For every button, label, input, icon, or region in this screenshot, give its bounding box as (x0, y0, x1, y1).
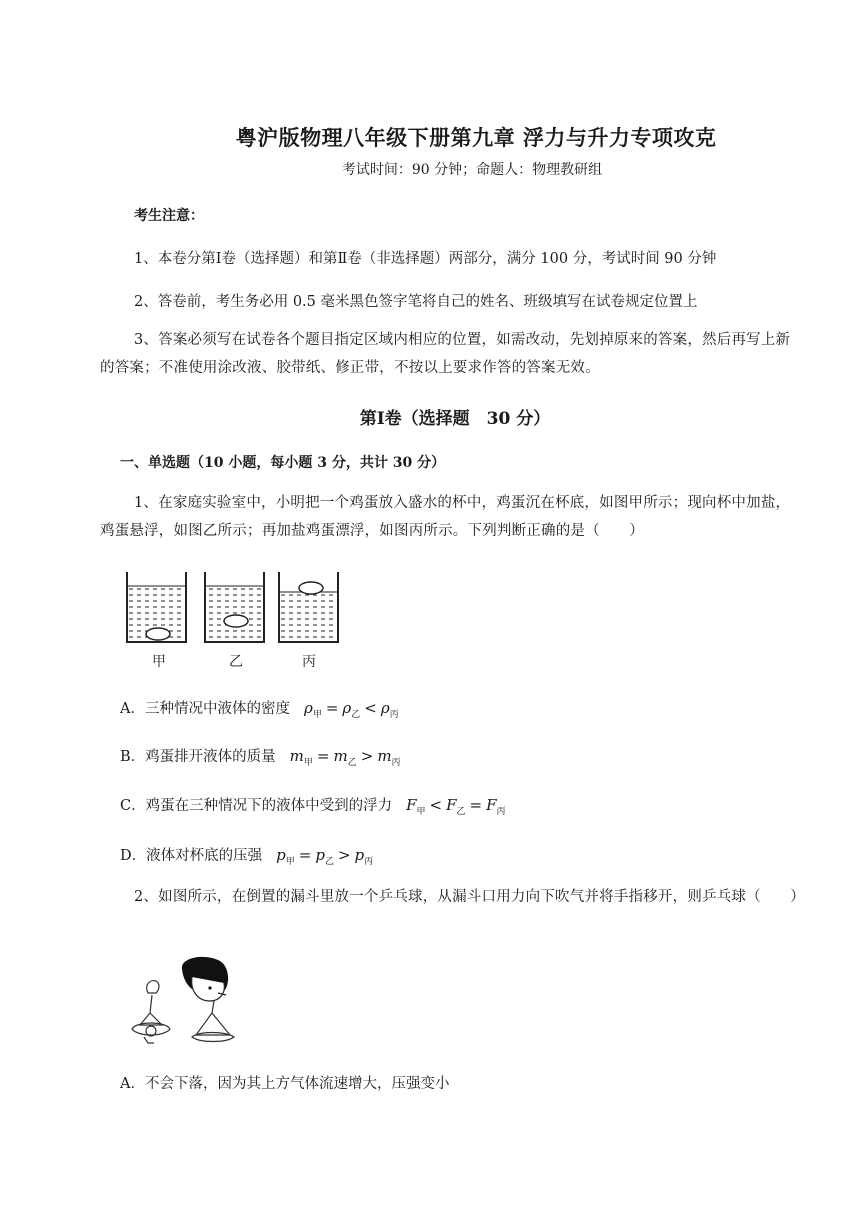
q2-option-a[interactable]: A．不会下落，因为其上方气体流速增大，压强变小 (120, 1076, 450, 1092)
question-1-figure (120, 568, 350, 673)
note-2: 2、答卷前，考生务必用 0.5 毫米黑色签字笔将自己的姓名、班级填写在试卷规定位置上 (134, 294, 698, 310)
exam-meta: 考试时间：90 分钟；命题人：物理教研组 (341, 162, 603, 178)
option-a[interactable]: A．三种情况中液体的密度 $\rho_甲 = \rho_乙 < \rho_丙$ (120, 699, 399, 720)
section-title: 第Ⅰ卷（选择题 30 分） (359, 409, 551, 429)
option-c[interactable]: C．鸡蛋在三种情况下的液体中受到的浮力 $F_甲 < F_乙 = F_丙$ (120, 796, 506, 817)
figure-label-yi: 乙 (229, 654, 243, 670)
notice-heading: 考生注意： (134, 208, 204, 224)
note-1: 1、本卷分第Ⅰ卷（选择题）和第Ⅱ卷（非选择题）两部分，满分 100 分，考试时间 90 分钟 (134, 251, 717, 267)
note-3: 3、答案必须写在试卷各个题目指定区域内相应的位置，如需改动，先划掉原来的答案，然后再写上新的答案；不准使用涂改液、胶带纸、修正带，不按以上要求作答的答案无效。 (100, 332, 791, 376)
hand-funnel-illustration (132, 981, 170, 1043)
option-c-formula: $F_甲 < F_乙 = F_丙$ (406, 796, 506, 817)
option-d-formula: $p_甲 = p_乙 > p_丙$ (276, 846, 374, 867)
beaker-jia (127, 572, 186, 642)
document-title: 粤沪版物理八年级下册第九章 浮力与升力专项攻克 (235, 125, 717, 150)
option-a-formula: $\rho_甲 = \rho_乙 < \rho_丙$ (303, 699, 399, 720)
option-d[interactable]: D．液体对杯底的压强 $p_甲 = p_乙 > p_丙$ (120, 846, 374, 867)
boy-blowing-illustration (182, 957, 234, 1042)
question-1-stem: 1、在家庭实验室中，小明把一个鸡蛋放入盛水的杯中，鸡蛋沉在杯底，如图甲所示；现向杯中加盐，鸡蛋悬浮，如图乙所示；再加盐鸡蛋漂浮，如图丙所示。下列判断正确的是（ ） (100, 495, 791, 539)
beaker-bing (279, 572, 338, 642)
question-2-figure (126, 955, 251, 1050)
question-2-stem: 2、如图所示，在倒置的漏斗里放一个乒乓球，从漏斗口用力向下吹气并将手指移开，则乒乓球（ ） (134, 889, 805, 905)
beaker-yi (205, 572, 264, 642)
figure-label-bing: 丙 (302, 654, 316, 670)
subsection-title: 一、单选题（10 小题，每小题 3 分，共计 30 分） (120, 455, 446, 471)
option-b[interactable]: B．鸡蛋排开液体的质量 $m_甲 = m_乙 > m_丙$ (120, 747, 401, 768)
figure-label-jia: 甲 (152, 654, 166, 670)
option-b-formula: $m_甲 = m_乙 > m_丙$ (289, 747, 401, 768)
